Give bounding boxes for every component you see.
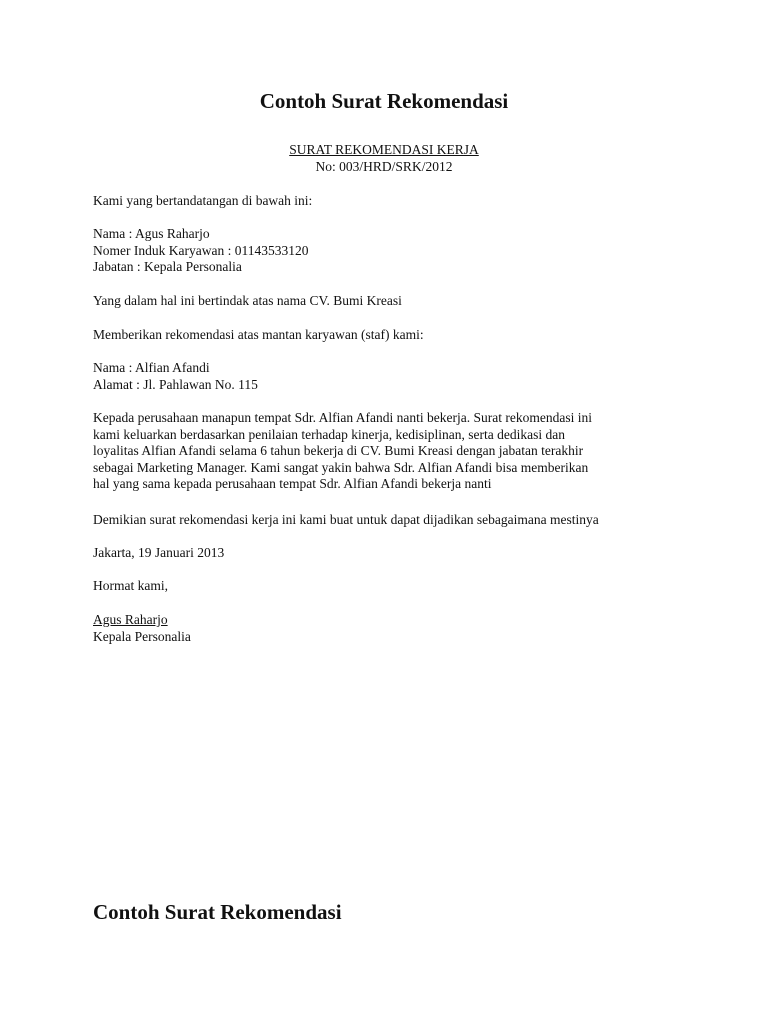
signature-name: Agus Raharjo <box>93 612 168 627</box>
salutation-text: Hormat kami, <box>93 578 168 593</box>
letter-heading-block <box>0 142 768 175</box>
recommendation-body-paragraph <box>93 410 693 493</box>
body-line: hal yang sama kepada perusahaan tempat Sdr. Alfian Afandi bekerja nanti <box>93 476 492 492</box>
recommended-name: Nama : Alfian Afandi <box>93 360 210 375</box>
body-line: Kepada perusahaan manapun tempat Sdr. Alfian Afandi nanti bekerja. Surat rekomendasi ini <box>93 410 592 425</box>
closing-statement-paragraph <box>93 512 693 529</box>
salutation-paragraph <box>93 578 693 595</box>
place-date-paragraph <box>93 545 693 562</box>
recommended-employee-details <box>93 360 693 393</box>
document-title: Contoh Surat Rekomendasi <box>259 89 509 113</box>
body-line: loyalitas Alfian Afandi selama 6 tahun bekerja di CV. Bumi Kreasi dengan jabatan terakhir <box>93 443 584 459</box>
signer-details <box>93 226 693 276</box>
acting-on-behalf-text: Yang dalam hal ini bertindak atas nama CV. Bumi Kreasi <box>93 293 402 308</box>
signer-employee-id: Nomer Induk Karyawan : 01143533120 <box>93 242 309 258</box>
intro-text: Kami yang bertandatangan di bawah ini: <box>93 193 313 208</box>
signer-name: Nama : Agus Raharjo <box>93 226 210 241</box>
recommendation-intro-text: Memberikan rekomendasi atas mantan karyawan (staf) kami: <box>93 327 424 342</box>
place-date-text: Jakarta, 19 Januari 2013 <box>93 545 225 560</box>
recommended-address: Alamat : Jl. Pahlawan No. 115 <box>93 376 258 392</box>
signature-title: Kepala Personalia <box>93 628 191 644</box>
body-line: kami keluarkan berdasarkan penilaian terhadap kinerja, kedisiplinan, serta dedikasi dan <box>93 426 565 442</box>
recommendation-intro-paragraph <box>93 327 693 344</box>
letter-heading: SURAT REKOMENDASI KERJA <box>289 142 479 157</box>
intro-paragraph <box>93 193 693 210</box>
signature-block <box>93 612 693 645</box>
closing-statement-text: Demikian surat rekomendasi kerja ini kami buat untuk dapat dijadikan sebagaimana mestinya <box>93 512 599 527</box>
signer-position: Jabatan : Kepala Personalia <box>93 259 242 275</box>
acting-on-behalf-paragraph <box>93 293 693 310</box>
bottom-document-title: Contoh Surat Rekomendasi <box>93 900 342 924</box>
body-line: sebagai Marketing Manager. Kami sangat yakin bahwa Sdr. Alfian Afandi bisa memberikan <box>93 459 589 475</box>
letter-number: No: 003/HRD/SRK/2012 <box>315 158 453 174</box>
